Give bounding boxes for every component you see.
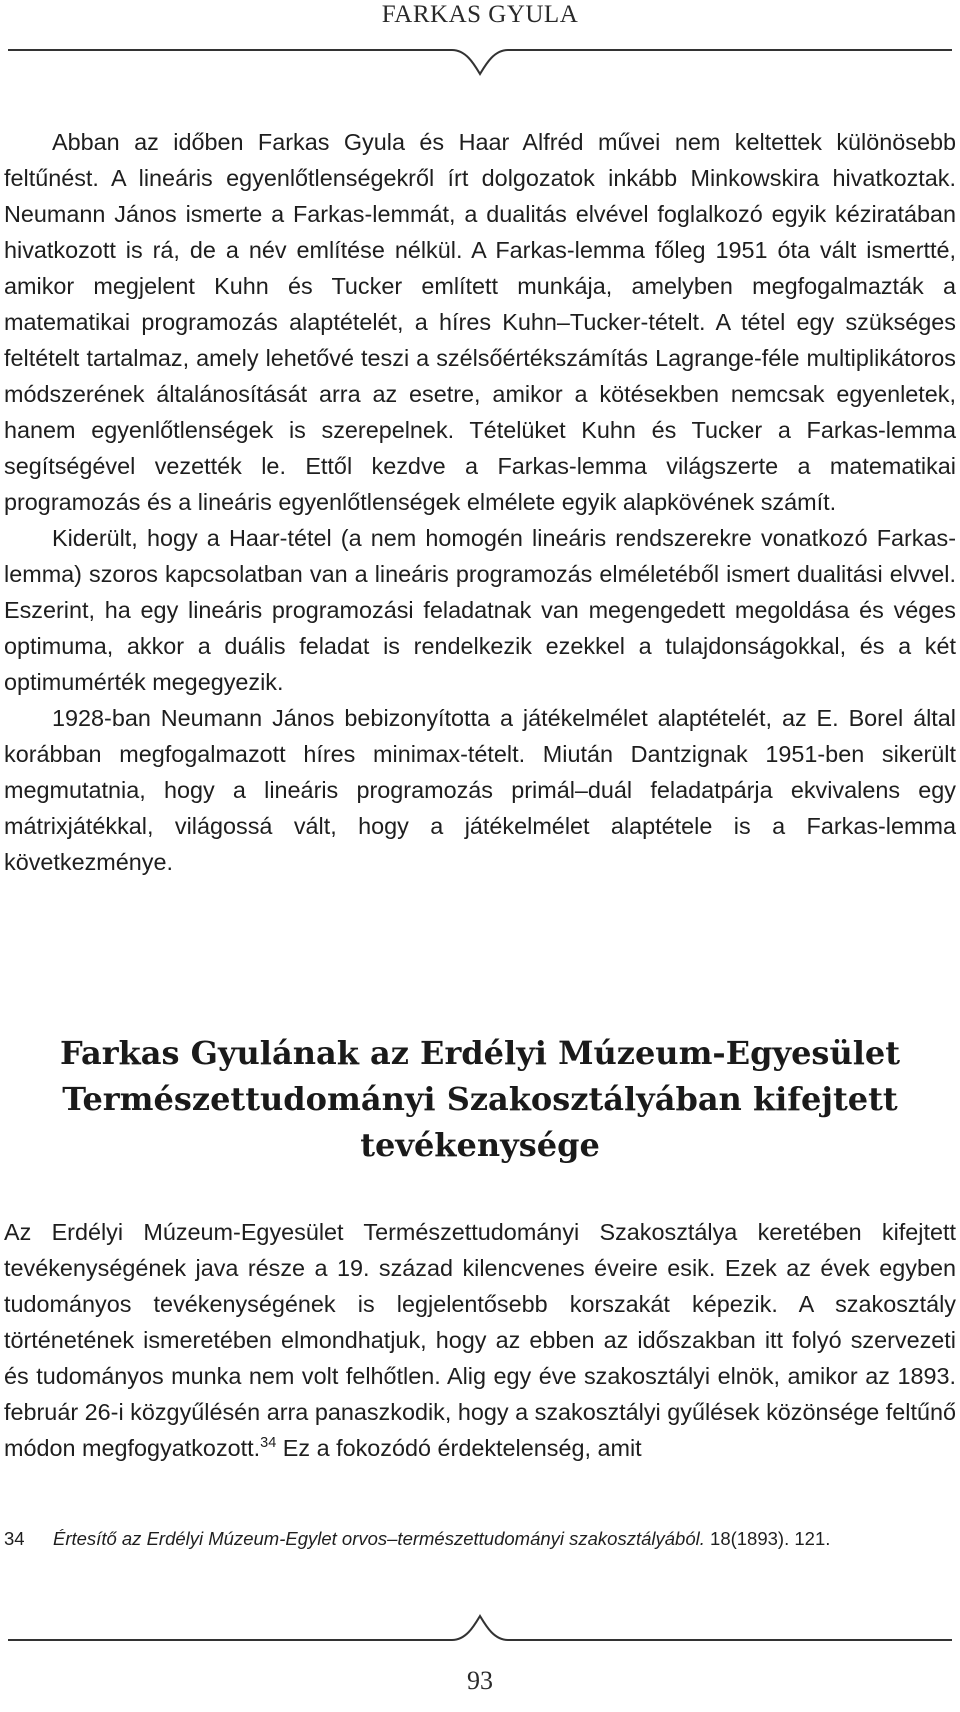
footnote-number: 34 <box>4 1528 25 1549</box>
footnote-source-reference: 18(1893). 121. <box>704 1528 831 1549</box>
header-ornament-divider <box>0 46 960 82</box>
body-text-top <box>4 124 956 880</box>
paragraph <box>4 1214 956 1466</box>
paragraph-text: Az Erdélyi Múzeum-Egyesület Természettudományi Szakosztálya keretében kifejtett tevékenységének java része a 19. század kilencvenes éveire esik. Ezek az évek egyben tudományos tevékenységének is legjelentősebb korszakát képezik. A szakosztály történetének ismeretében elmondhatjuk, hogy az ebben az időszakban itt folyó szervezeti és tudományos munka nem volt felhőtlen. Alig egy éve szakosztályi elnök, amikor az 1893. február 26-i közgyűlésén arra panaszkodik, hogy a szakosztályi gyűlések közönsége feltűnő módon megfogyatkozott. <box>4 1219 956 1461</box>
footnote <box>4 1524 956 1553</box>
body-text-section <box>4 1214 956 1466</box>
running-header: FARKAS GYULA <box>381 1 579 28</box>
paragraph: Kiderült, hogy a Haar-tétel (a nem homogén lineáris rendszerekre vonatkozó Farkas-lemma) szoros kapcsolatban van a lineáris programozás elméletéből ismert dualitási elvvel. Eszerint, ha egy lineáris programozási feladatnak van megengedett megoldása és véges optimuma, akkor a duális feladat is rendelkezik ezekkel a tulajdonságokkal, és a két optimumérték megegyezik. <box>4 525 956 695</box>
section-heading: Farkas Gyulának az Erdélyi Múzeum-Egyesület Természettudományi Szakosztályában kifejtett tevékenysége <box>59 1034 900 1164</box>
paragraph: 1928-ban Neumann János bebizonyította a játékelmélet alaptételét, az E. Borel által korábban megfogalmazott híres minimax-tételt. Miután Dantzignak 1951-ben sikerült megmutatnia, hogy a lineáris programozás primál–duál feladatpárja ekvivalens egy mátrixjátékkal, világossá vált, hogy a játékelmélet alaptétele is a Farkas-lemma következménye. <box>4 705 956 875</box>
footer-ornament-divider <box>0 1610 960 1646</box>
paragraph-continuation: Ez a fokozódó érdektelenség, amit <box>276 1435 642 1461</box>
footnote-body <box>53 1524 956 1553</box>
paragraph: Abban az időben Farkas Gyula és Haar Alfréd művei nem keltettek különösebb feltűnést. A lineáris egyenlőtlenségekről írt dolgozatok inkább Minkowskira hivatkoztak. Neumann János ismerte a Farkas-lemmát, a dualitás elvével foglalkozó egyik kéziratában hivatkozott is rá, de a név említése nélkül. A Farkas-lemma főleg 1951 óta vált ismertté, amikor megjelent Kuhn és Tucker említett munkája, amelyben megfogalmazták a matematikai programozás alaptételét, a híres Kuhn–Tucker-tételt. A tétel egy szükséges feltételt tartalmaz, amely lehetővé teszi a szélsőértékszámítás Lagrange-féle multiplikátoros módszerének általánosítását arra az esetre, amikor a kötésekben nemcsak egyenletek, hanem egyenlőtlenségek is szerepelnek. Tételüket Kuhn és Tucker a Farkas-lemma segítségével vezették le. Ettől kezdve a Farkas-lemma világszerte a matematikai programozás és a lineáris egyenlőtlenségek elmélete egyik alapkövének számít. <box>4 129 956 515</box>
footnote-reference[interactable]: 34 <box>260 1435 277 1452</box>
footnote-source-title: Értesítő az Erdélyi Múzeum-Egylet orvos–természettudományi szakosztályából. <box>53 1528 705 1549</box>
page-number: 93 <box>467 1666 493 1695</box>
